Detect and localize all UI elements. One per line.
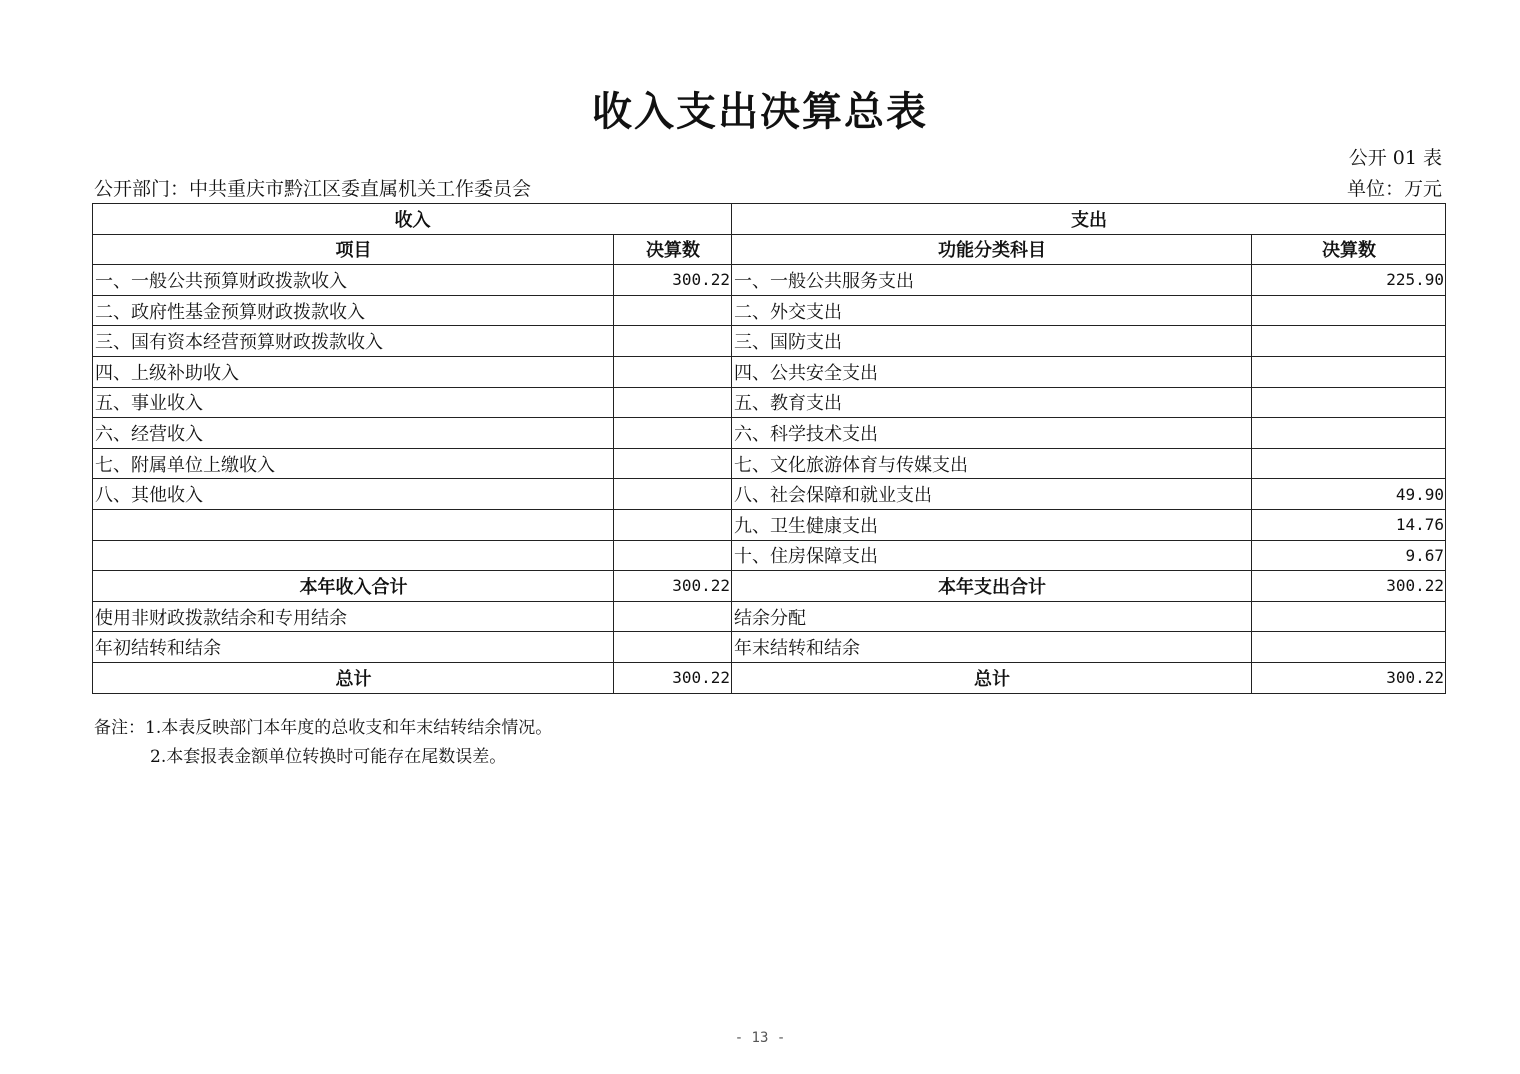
income-expense-table (92, 203, 1446, 694)
income-item: 使用非财政拨款结余和专用结余 (93, 601, 614, 632)
income-item: 四、上级补助收入 (93, 356, 614, 387)
page-title: 收入支出决算总表 (592, 89, 928, 135)
expense-item: 一、一般公共服务支出 (732, 265, 1252, 296)
expense-total-amount: 300.22 (1252, 662, 1446, 693)
expense-amount (1252, 632, 1446, 663)
expense-item: 九、卫生健康支出 (732, 509, 1252, 540)
expense-item: 六、科学技术支出 (732, 418, 1252, 449)
expense-item: 七、文化旅游体育与传媒支出 (732, 448, 1252, 479)
subtotal-row (93, 571, 1446, 602)
form-number: 公开 01 表 (1348, 147, 1442, 169)
expense-amount (1252, 387, 1446, 418)
income-amount: 300.22 (614, 265, 732, 296)
table-row (93, 540, 1446, 571)
income-amount (614, 418, 732, 449)
table-row (93, 326, 1446, 357)
col-function-header: 功能分类科目 (732, 234, 1252, 265)
expense-item: 五、教育支出 (732, 387, 1252, 418)
income-item (93, 509, 614, 540)
table-row (93, 632, 1446, 663)
table-row (93, 356, 1446, 387)
table-row (93, 601, 1446, 632)
table-column-header-row (93, 234, 1446, 265)
income-subtotal-amount: 300.22 (614, 571, 732, 602)
col-expense-amount-header: 决算数 (1252, 234, 1446, 265)
expense-amount (1252, 356, 1446, 387)
notes (94, 714, 552, 772)
income-amount (614, 448, 732, 479)
expense-amount (1252, 601, 1446, 632)
expense-amount (1252, 326, 1446, 357)
expense-subtotal-label: 本年支出合计 (732, 571, 1252, 602)
expense-item: 三、国防支出 (732, 326, 1252, 357)
income-item: 八、其他收入 (93, 479, 614, 510)
expense-item: 十、住房保障支出 (732, 540, 1252, 571)
income-item: 二、政府性基金预算财政拨款收入 (93, 295, 614, 326)
income-amount (614, 387, 732, 418)
income-item: 七、附属单位上缴收入 (93, 448, 614, 479)
income-amount (614, 540, 732, 571)
income-amount (614, 509, 732, 540)
table-row (93, 448, 1446, 479)
income-item: 六、经营收入 (93, 418, 614, 449)
income-header: 收入 (93, 204, 732, 235)
income-item (93, 540, 614, 571)
income-total-label: 总计 (93, 662, 614, 693)
table-row (93, 295, 1446, 326)
note-line-2: 2.本套报表金额单位转换时可能存在尾数误差。 (150, 747, 507, 767)
col-item-header: 项目 (93, 234, 614, 265)
income-item: 年初结转和结余 (93, 632, 614, 663)
note-line-1: 备注：1.本表反映部门本年度的总收支和年末结转结余情况。 (94, 718, 553, 738)
expense-amount (1252, 418, 1446, 449)
col-income-amount-header: 决算数 (614, 234, 732, 265)
table-row (93, 387, 1446, 418)
expense-amount (1252, 448, 1446, 479)
expense-subtotal-amount: 300.22 (1252, 571, 1446, 602)
expense-amount (1252, 295, 1446, 326)
income-total-amount: 300.22 (614, 662, 732, 693)
expense-amount: 14.76 (1252, 509, 1446, 540)
income-item: 一、一般公共预算财政拨款收入 (93, 265, 614, 296)
page-number: - 13 - (734, 1030, 786, 1046)
table-row (93, 418, 1446, 449)
table-group-header-row (93, 204, 1446, 235)
expense-item: 结余分配 (732, 601, 1252, 632)
department-label: 公开部门：中共重庆市黔江区委直属机关工作委员会 (94, 178, 532, 200)
income-item: 三、国有资本经营预算财政拨款收入 (93, 326, 614, 357)
expense-item: 二、外交支出 (732, 295, 1252, 326)
expense-amount: 9.67 (1252, 540, 1446, 571)
income-item: 五、事业收入 (93, 387, 614, 418)
income-amount (614, 326, 732, 357)
table-row (93, 479, 1446, 510)
expense-item: 八、社会保障和就业支出 (732, 479, 1252, 510)
expense-item: 四、公共安全支出 (732, 356, 1252, 387)
table-row (93, 265, 1446, 296)
income-amount (614, 601, 732, 632)
expense-amount: 225.90 (1252, 265, 1446, 296)
expense-total-label: 总计 (732, 662, 1252, 693)
table-row (93, 509, 1446, 540)
income-amount (614, 632, 732, 663)
expense-amount: 49.90 (1252, 479, 1446, 510)
income-subtotal-label: 本年收入合计 (93, 571, 614, 602)
income-amount (614, 356, 732, 387)
expense-header: 支出 (732, 204, 1446, 235)
income-amount (614, 479, 732, 510)
total-row (93, 662, 1446, 693)
income-amount (614, 295, 732, 326)
unit-label: 单位：万元 (1346, 178, 1442, 200)
expense-item: 年末结转和结余 (732, 632, 1252, 663)
